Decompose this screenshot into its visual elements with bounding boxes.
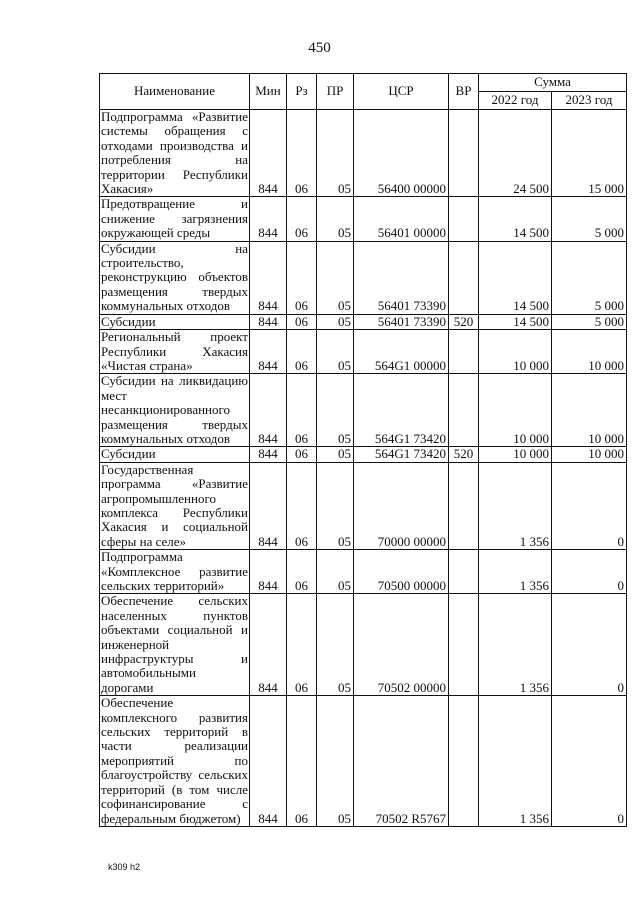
cell-min: 844 xyxy=(250,110,287,197)
cell-vr xyxy=(449,550,479,594)
cell-rz: 06 xyxy=(287,462,317,549)
cell-y2022: 14 500 xyxy=(479,241,552,314)
cell-min: 844 xyxy=(250,314,287,329)
cell-y2023: 10 000 xyxy=(552,330,627,374)
table-row xyxy=(100,447,627,462)
table-row xyxy=(100,696,627,827)
page-number: 450 xyxy=(308,40,331,56)
cell-y2022: 14 500 xyxy=(479,197,552,241)
cell-y2022: 10 000 xyxy=(479,330,552,374)
table-row xyxy=(100,110,627,197)
cell-rz: 06 xyxy=(287,550,317,594)
cell-name: Субсидии на строительство, реконструкцию объектов размещения твердых коммунальных отходов xyxy=(101,241,248,314)
header-2023: 2023 год xyxy=(552,92,627,110)
cell-y2022: 24 500 xyxy=(479,110,552,197)
cell-pr: 05 xyxy=(317,197,354,241)
header-2022: 2022 год xyxy=(479,92,552,110)
cell-pr: 05 xyxy=(317,314,354,329)
cell-y2022: 10 000 xyxy=(479,447,552,462)
cell-csr: 564G1 73420 xyxy=(354,374,449,447)
cell-pr: 05 xyxy=(317,447,354,462)
cell-min: 844 xyxy=(250,197,287,241)
cell-rz: 06 xyxy=(287,594,317,696)
cell-csr: 56401 73390 xyxy=(354,314,449,329)
cell-name: Субсидии на ликвидацию мест несанкционированного размещения твердых коммунальных отходов xyxy=(101,373,248,446)
cell-name: Обеспечение сельских населенных пунктов объектами социальной и инженерной инфраструктуры и автомобильными дорогами xyxy=(101,593,248,695)
cell-name: Предотвращение и снижение загрязнения окружающей среды xyxy=(101,196,248,241)
cell-vr xyxy=(449,110,479,197)
cell-vr xyxy=(449,594,479,696)
cell-y2022: 10 000 xyxy=(479,374,552,447)
cell-name: Подпрограмма «Комплексное развитие сельских территорий» xyxy=(101,549,248,593)
cell-pr: 05 xyxy=(317,462,354,549)
cell-vr xyxy=(449,330,479,374)
cell-y2023: 0 xyxy=(552,594,627,696)
table-row xyxy=(100,241,627,314)
cell-pr: 05 xyxy=(317,110,354,197)
cell-min: 844 xyxy=(250,696,287,827)
header-name: Наименование xyxy=(100,74,250,110)
cell-y2023: 15 000 xyxy=(552,110,627,197)
cell-vr xyxy=(449,241,479,314)
table-row xyxy=(100,314,627,329)
cell-y2023: 0 xyxy=(552,462,627,549)
cell-pr: 05 xyxy=(317,330,354,374)
cell-csr: 56400 00000 xyxy=(354,110,449,197)
cell-y2023: 10 000 xyxy=(552,374,627,447)
cell-vr xyxy=(449,462,479,549)
cell-min: 844 xyxy=(250,594,287,696)
cell-pr: 05 xyxy=(317,594,354,696)
header-rz: Рз xyxy=(287,74,317,110)
cell-min: 844 xyxy=(250,241,287,314)
cell-csr: 564G1 00000 xyxy=(354,330,449,374)
table-row xyxy=(100,374,627,447)
cell-y2022: 1 356 xyxy=(479,462,552,549)
cell-name: Субсидии xyxy=(100,447,250,462)
cell-name: Региональный проект Республики Хакасия «Чистая страна» xyxy=(101,329,248,373)
cell-y2023: 5 000 xyxy=(552,241,627,314)
cell-y2023: 0 xyxy=(552,550,627,594)
cell-rz: 06 xyxy=(287,314,317,329)
header-min: Мин xyxy=(250,74,287,110)
cell-vr xyxy=(449,374,479,447)
cell-y2022: 14 500 xyxy=(479,314,552,329)
cell-rz: 06 xyxy=(287,241,317,314)
cell-pr: 05 xyxy=(317,241,354,314)
header-pr: ПР xyxy=(317,74,354,110)
table-body xyxy=(100,110,627,827)
cell-rz: 06 xyxy=(287,447,317,462)
cell-min: 844 xyxy=(250,447,287,462)
cell-y2022: 1 356 xyxy=(479,696,552,827)
header-sum: Сумма xyxy=(479,74,627,92)
cell-y2023: 10 000 xyxy=(552,447,627,462)
cell-pr: 05 xyxy=(317,696,354,827)
cell-min: 844 xyxy=(250,330,287,374)
cell-csr: 564G1 73420 xyxy=(354,447,449,462)
budget-table xyxy=(99,73,627,827)
cell-min: 844 xyxy=(250,462,287,549)
cell-name: Подпрограмма «Развитие системы обращения с отходами производства и потребления на территории Республики Хакасия» xyxy=(101,109,248,197)
cell-rz: 06 xyxy=(287,197,317,241)
cell-vr xyxy=(449,696,479,827)
cell-name: Субсидии xyxy=(100,314,250,329)
footer-code: k309 h2 xyxy=(108,862,141,872)
header-vr: ВР xyxy=(449,74,479,110)
cell-min: 844 xyxy=(250,374,287,447)
table-row xyxy=(100,462,627,549)
cell-csr: 70502 R5767 xyxy=(354,696,449,827)
cell-vr: 520 xyxy=(449,314,479,329)
header-csr: ЦСР xyxy=(354,74,449,110)
cell-pr: 05 xyxy=(317,374,354,447)
table-row xyxy=(100,550,627,594)
cell-rz: 06 xyxy=(287,696,317,827)
cell-csr: 70502 00000 xyxy=(354,594,449,696)
table-row xyxy=(100,330,627,374)
cell-rz: 06 xyxy=(287,374,317,447)
cell-csr: 70500 00000 xyxy=(354,550,449,594)
cell-rz: 06 xyxy=(287,110,317,197)
cell-y2022: 1 356 xyxy=(479,550,552,594)
cell-vr: 520 xyxy=(449,447,479,462)
cell-csr: 56401 00000 xyxy=(354,197,449,241)
cell-rz: 06 xyxy=(287,330,317,374)
cell-vr xyxy=(449,197,479,241)
cell-y2023: 5 000 xyxy=(552,314,627,329)
cell-name: Государственная программа «Развитие агропромышленного комплекса Республики Хакасия и социальной сферы на селе» xyxy=(101,462,248,549)
cell-y2022: 1 356 xyxy=(479,594,552,696)
cell-csr: 56401 73390 xyxy=(354,241,449,314)
table-row xyxy=(100,594,627,696)
cell-min: 844 xyxy=(250,550,287,594)
cell-csr: 70000 00000 xyxy=(354,462,449,549)
cell-y2023: 5 000 xyxy=(552,197,627,241)
cell-pr: 05 xyxy=(317,550,354,594)
cell-name: Обеспечение комплексного развития сельских территорий в части реализации мероприятий по благоустройству сельских территорий (в том числе софинансирование с федеральным бюджетом) xyxy=(101,695,248,826)
cell-y2023: 0 xyxy=(552,696,627,827)
table-row xyxy=(100,197,627,241)
